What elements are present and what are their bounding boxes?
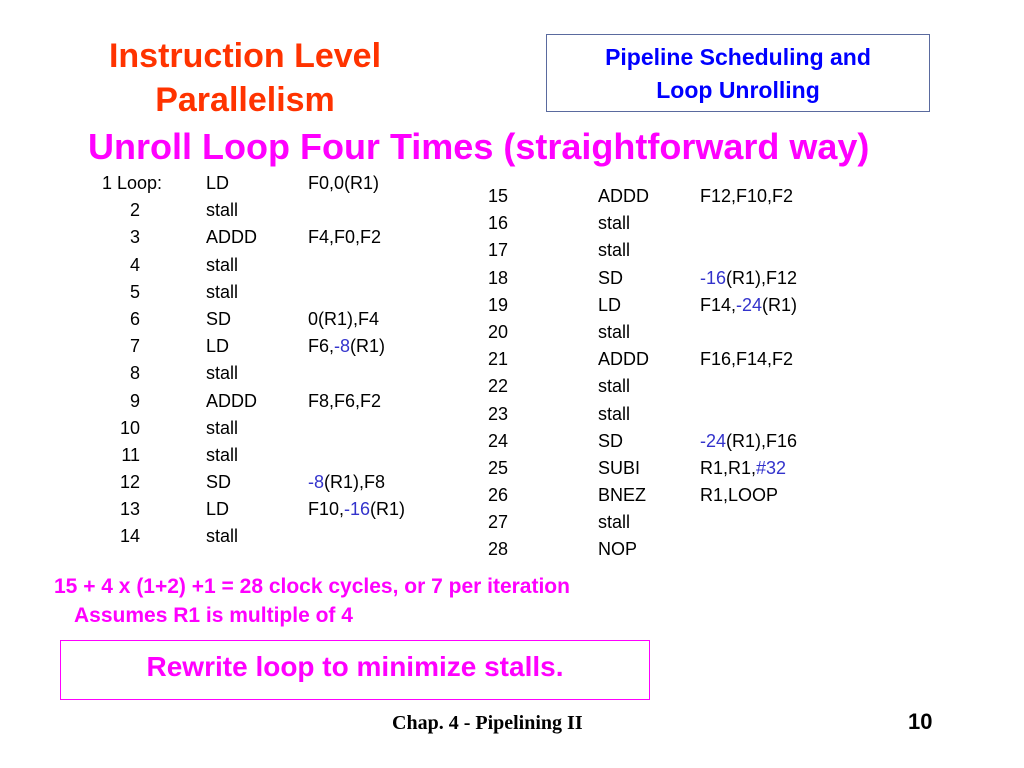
opcode: stall — [598, 213, 631, 234]
opcode: SD — [206, 472, 232, 493]
opcode: stall — [598, 512, 631, 533]
operands — [308, 469, 385, 496]
operands — [700, 428, 797, 455]
operands — [700, 482, 778, 509]
operand-text: F0,0(R1) — [308, 173, 380, 193]
line-number: 6 — [129, 308, 140, 329]
line-number: 8 — [129, 363, 140, 384]
offset-highlight: -8 — [308, 472, 325, 493]
cycle-summary — [54, 572, 570, 630]
code-listing-left — [96, 170, 456, 551]
line-number: 17 — [488, 240, 509, 261]
opcode: LD — [206, 173, 230, 193]
operand-text: 0(R1),F4 — [308, 308, 380, 329]
opcode: stall — [206, 526, 239, 547]
line-number: 4 — [129, 254, 140, 275]
callout-box: Rewrite loop to minimize stalls. — [60, 640, 650, 700]
code-line — [488, 509, 848, 536]
opcode: stall — [206, 281, 239, 302]
code-line — [96, 170, 456, 197]
operand-text: F16,F14,F2 — [700, 349, 794, 370]
opcode: stall — [206, 254, 239, 275]
code-line — [488, 536, 848, 563]
line-number: 10 — [119, 417, 140, 438]
offset-highlight: #32 — [756, 457, 787, 478]
opcode: stall — [598, 403, 631, 424]
offset-highlight: -24 — [736, 294, 763, 315]
opcode: ADDD — [598, 349, 650, 370]
topic-line2: Loop Unrolling — [656, 77, 820, 103]
operand-text: (R1) — [350, 336, 386, 357]
operands — [700, 292, 797, 319]
operands — [700, 183, 793, 210]
operand-text: R1,R1, — [700, 457, 757, 478]
operand-text: F6, — [308, 336, 335, 357]
line-number: 24 — [488, 430, 509, 451]
line-number: 27 — [488, 512, 509, 533]
offset-highlight: -16 — [700, 267, 727, 288]
operands — [308, 388, 381, 415]
operand-text: (R1),F16 — [726, 430, 798, 451]
code-line — [488, 346, 848, 373]
code-listing-right — [488, 183, 848, 564]
line-number: 11 — [121, 444, 140, 465]
code-line — [488, 401, 848, 428]
operands — [308, 333, 385, 360]
line-number: 28 — [488, 539, 509, 560]
code-line — [488, 265, 848, 292]
slide-title-line1: Instruction Level — [108, 37, 382, 75]
code-line — [488, 210, 848, 237]
code-line — [96, 415, 456, 442]
code-line — [488, 373, 848, 400]
code-line — [96, 496, 456, 523]
operands — [700, 455, 786, 482]
opcode: ADDD — [206, 390, 258, 411]
operand-text: (R1),F12 — [726, 267, 798, 288]
opcode: stall — [206, 444, 239, 465]
code-line — [96, 388, 456, 415]
code-line — [488, 455, 848, 482]
topic-line1: Pipeline Scheduling and — [605, 44, 871, 70]
operand-text: F4,F0,F2 — [308, 227, 382, 248]
code-line — [96, 306, 456, 333]
line-number: 19 — [488, 294, 509, 315]
footer-chapter: Chap. 4 - Pipelining II — [392, 712, 583, 734]
page-number: 10 — [908, 709, 933, 734]
slide-subtitle: Unroll Loop Four Times (straightforward way) — [88, 126, 870, 167]
opcode: ADDD — [598, 186, 650, 206]
line-number: 7 — [129, 336, 140, 357]
opcode: stall — [206, 363, 239, 384]
line-number: 21 — [488, 349, 509, 370]
offset-highlight: -24 — [700, 430, 727, 451]
code-line — [488, 292, 848, 319]
slide-title — [60, 34, 430, 122]
operand-text: (R1) — [762, 294, 798, 315]
opcode: ADDD — [206, 227, 258, 248]
opcode: SD — [598, 267, 624, 288]
operand-text: (R1),F8 — [324, 472, 386, 493]
cycle-summary-line1: 15 + 4 x (1+2) +1 = 28 clock cycles, or 7 per iteration — [54, 575, 570, 598]
code-line — [96, 224, 456, 251]
operand-text: F8,F6,F2 — [308, 390, 382, 411]
operand-text: F10, — [308, 499, 345, 520]
cycle-summary-line2: Assumes R1 is multiple of 4 — [74, 604, 353, 627]
line-number: 2 — [129, 200, 140, 221]
code-line — [96, 442, 456, 469]
code-line — [96, 360, 456, 387]
offset-highlight: -8 — [334, 336, 351, 357]
line-number: 22 — [488, 376, 509, 397]
code-line — [488, 319, 848, 346]
line-number: 18 — [488, 267, 509, 288]
opcode: NOP — [598, 539, 638, 560]
opcode: stall — [598, 240, 631, 261]
operand-text: (R1) — [370, 499, 406, 520]
line-number: 14 — [119, 526, 140, 547]
code-line — [96, 279, 456, 306]
line-number: 1 Loop: — [102, 173, 163, 193]
line-number: 12 — [119, 472, 140, 493]
operands — [308, 224, 381, 251]
line-number: 13 — [119, 499, 140, 520]
slide-title-line2: Parallelism — [155, 81, 335, 119]
line-number: 20 — [488, 321, 509, 342]
operands — [700, 346, 793, 373]
opcode: SUBI — [598, 457, 641, 478]
topic-box — [546, 34, 930, 112]
opcode: SD — [598, 430, 624, 451]
operands — [308, 306, 379, 333]
operands — [308, 496, 405, 523]
line-number: 25 — [488, 457, 509, 478]
operand-text: R1,LOOP — [700, 485, 779, 506]
opcode: LD — [206, 499, 230, 520]
operands — [700, 265, 797, 292]
code-line — [488, 183, 848, 210]
line-number: 23 — [488, 403, 509, 424]
code-line — [488, 237, 848, 264]
offset-highlight: -16 — [344, 499, 371, 520]
code-line — [96, 523, 456, 550]
opcode: BNEZ — [598, 485, 647, 506]
code-line — [96, 469, 456, 496]
code-line — [488, 428, 848, 455]
opcode: stall — [206, 417, 239, 438]
opcode: LD — [206, 336, 230, 357]
operand-text: F14, — [700, 294, 737, 315]
line-number: 26 — [488, 485, 509, 506]
opcode: stall — [206, 200, 239, 221]
line-number: 5 — [129, 281, 140, 302]
code-line — [96, 197, 456, 224]
opcode: LD — [598, 294, 622, 315]
operands — [308, 170, 379, 197]
code-line — [96, 333, 456, 360]
line-number: 16 — [488, 213, 509, 234]
code-line — [488, 482, 848, 509]
line-number: 3 — [129, 227, 140, 248]
opcode: stall — [598, 376, 631, 397]
operand-text: F12,F10,F2 — [700, 186, 794, 206]
code-line — [96, 252, 456, 279]
opcode: stall — [598, 321, 631, 342]
line-number: 15 — [488, 186, 509, 206]
opcode: SD — [206, 308, 232, 329]
line-number: 9 — [129, 390, 140, 411]
